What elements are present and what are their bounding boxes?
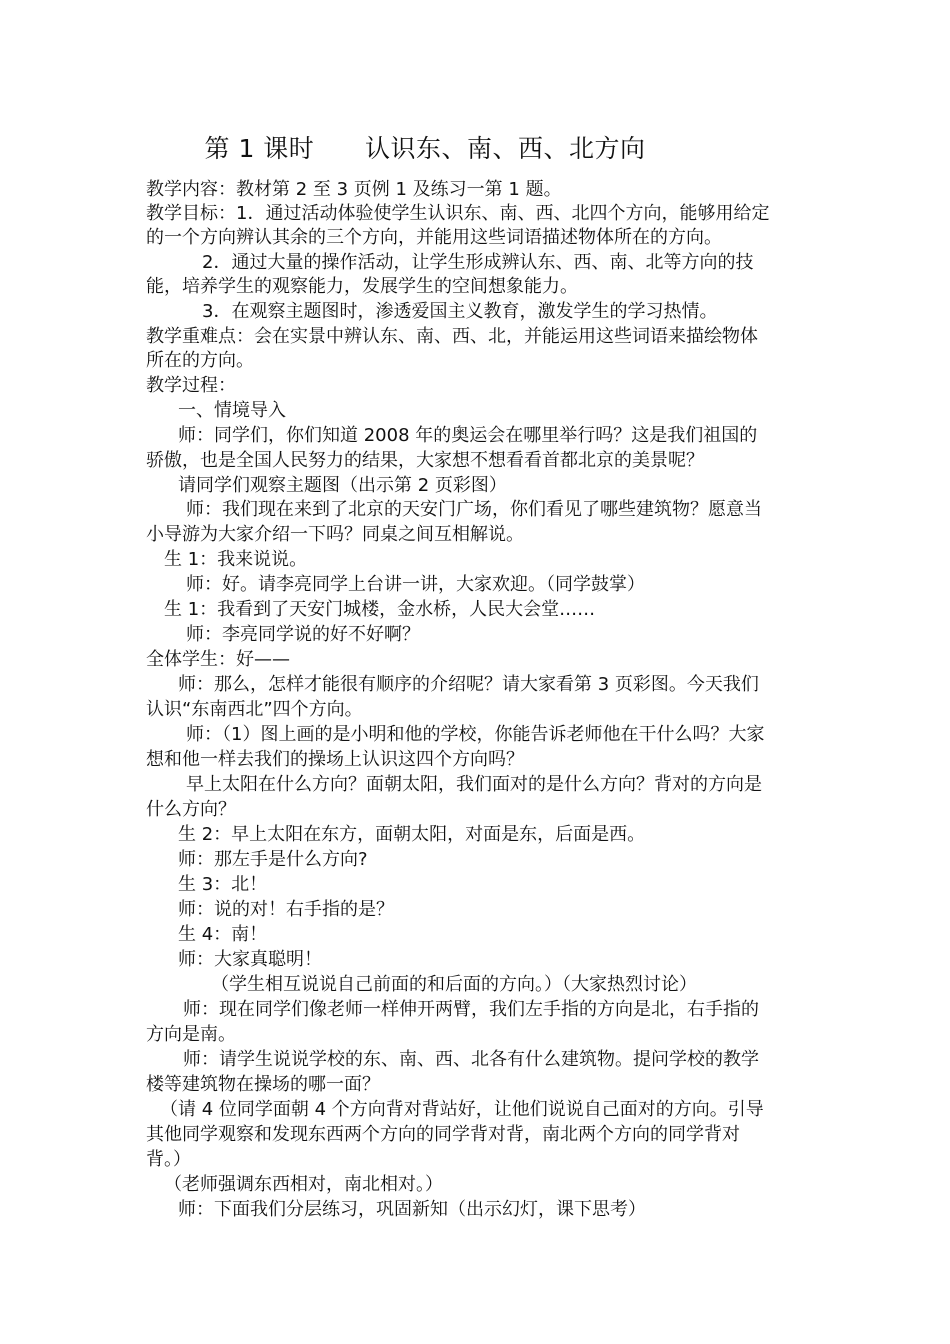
text-line: 师：那么，怎样才能很有顺序的介绍呢？请大家看第 3 页彩图。今天我们 [178, 674, 759, 695]
text-line: 生 2：早上太阳在东方，面朝太阳，对面是东，后面是西。 [178, 824, 646, 845]
text-line: 生 1：我看到了天安门城楼，金水桥，人民大会堂…… [164, 599, 596, 620]
text-line: （请 4 位同学面朝 4 个方向背对背站好，让他们说说自己面对的方向。引导 [160, 1099, 764, 1120]
text-line: 认识“东南西北”四个方向。 [146, 699, 363, 720]
text-line: 其他同学观察和发现东西两个方向的同学背对背，南北两个方向的同学背对 [146, 1124, 740, 1145]
text-line: 所在的方向。 [146, 350, 254, 371]
text-line: 想和他一样去我们的操场上认识这四个方向吗？ [146, 749, 524, 770]
text-line: 的一个方向辨认其余的三个方向，并能用这些词语描述物体所在的方向。 [146, 227, 722, 248]
text-line: 师：大家真聪明！ [178, 949, 322, 970]
text-line: 教学过程： [146, 375, 236, 396]
text-line: 请同学们观察主题图（出示第 2 页彩图） [178, 475, 507, 496]
text-line: （学生相互说说自己前面的和后面的方向。）（大家热烈讨论） [211, 974, 697, 995]
text-line: 3．在观察主题图时，渗透爱国主义教育，激发学生的学习热情。 [202, 301, 718, 322]
text-line: 生 4：南！ [178, 924, 268, 945]
text-line: 师：下面我们分层练习，巩固新知（出示幻灯，课下思考） [178, 1199, 646, 1220]
text-line: 骄傲，也是全国人民努力的结果，大家想不想看看首都北京的美景呢？ [146, 450, 704, 471]
text-line: 师：说的对！右手指的是？ [178, 899, 394, 920]
text-line: 教学重难点：会在实景中辨认东、南、西、北，并能运用这些词语来描绘物体 [146, 326, 758, 347]
text-line: 师：我们现在来到了北京的天安门广场，你们看见了哪些建筑物？愿意当 [186, 499, 762, 520]
text-line: 生 3：北！ [178, 874, 268, 895]
text-line: 什么方向？ [146, 799, 236, 820]
text-line: 生 1：我来说说。 [164, 549, 308, 570]
text-line: 方向是南。 [146, 1024, 236, 1045]
text-line: 师：同学们，你们知道 2008 年的奥运会在哪里举行吗？这是我们祖国的 [178, 425, 758, 446]
text-line: 师：那左手是什么方向? [178, 849, 368, 870]
text-line: 能，培养学生的观察能力，发展学生的空间想象能力。 [146, 276, 578, 297]
text-line: 师：好。请李亮同学上台讲一讲，大家欢迎。（同学鼓掌） [186, 574, 645, 595]
text-line: 楼等建筑物在操场的哪一面？ [146, 1074, 380, 1095]
text-line: 2．通过大量的操作活动，让学生形成辨认东、西、南、北等方向的技 [202, 252, 754, 273]
section-heading: 一、情境导入 [178, 400, 286, 421]
text-line: 小导游为大家介绍一下吗？同桌之间互相解说。 [146, 524, 524, 545]
text-line: 背。） [146, 1149, 191, 1170]
text-line: 师：请学生说说学校的东、南、西、北各有什么建筑物。提问学校的教学 [183, 1049, 759, 1070]
text-line: 教学内容：教材第 2 至 3 页例 1 及练习一第 1 题。 [146, 179, 562, 200]
text-line: 师：（1）图上画的是小明和他的学校，你能告诉老师他在干什么吗？大家 [186, 724, 765, 745]
text-line: 教学目标：1．通过活动体验使学生认识东、南、西、北四个方向，能够用给定 [146, 203, 770, 224]
text-line: 师：李亮同学说的好不好啊？ [186, 624, 420, 645]
text-line: （老师强调东西相对，南北相对。） [164, 1174, 443, 1195]
lesson-title: 第 1 课时 认识东、南、西、北方向 [204, 134, 646, 163]
text-line: 全体学生：好—— [146, 649, 290, 670]
text-line: 早上太阳在什么方向？面朝太阳，我们面对的是什么方向？背对的方向是 [186, 774, 762, 795]
text-line: 师：现在同学们像老师一样伸开两臂，我们左手指的方向是北，右手指的 [183, 999, 759, 1020]
